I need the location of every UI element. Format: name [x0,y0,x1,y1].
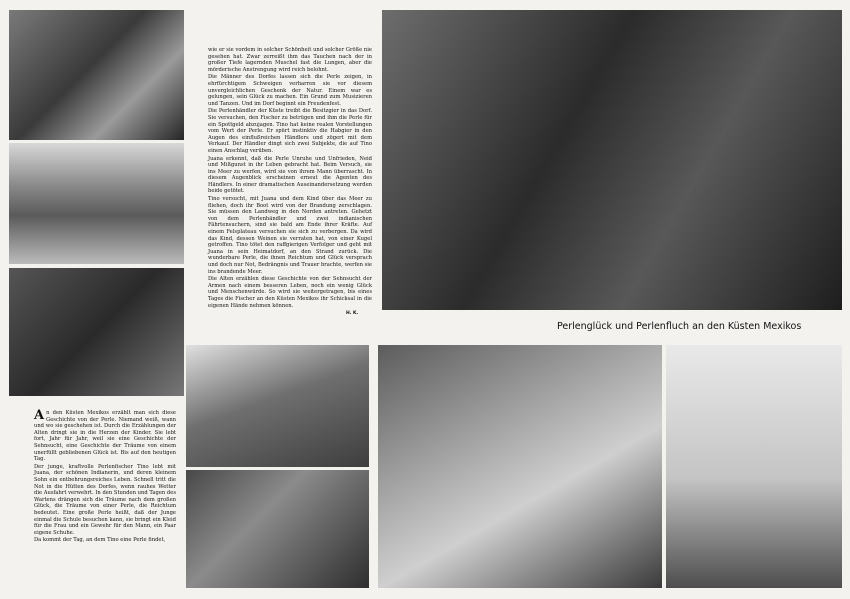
page-caption: Perlenglück und Perlenfluch an den Küsten Mexikos [557,321,802,332]
photo-fishermen-surf [9,143,184,264]
photo-sombrero-portrait [9,10,184,140]
paragraph: wie er sie vordem in solcher Schönheit und solcher Größe nie gesehen hat. Zwar zerreißt ihm das Tauchen nach der in großer Tiefe lagernden Muschel fast die Lungen, aber die mörderische Anstrengung wird reich belohnt. [208,47,372,73]
photo-cliff-scene [186,345,369,467]
paragraph: An den Küsten Mexikos erzählt man sich diese Geschichte von der Perle. Niemand weiß, wann und wo sie geschehen ist. Durch die Erzählungen der Alten dringt sie in die Herzen der Kinder. Sie lebt fort, Jahr für Jahr, weil sie eine Geschichte der Sehnsucht, eine Geschichte der Träume von einem unerfüllt gebliebenen Glück ist. Bis auf den heutigen Tag. [34,408,176,463]
drop-cap: A [34,408,45,423]
paragraph: Die Perlenhändler der Küste treibt die Besitzgier in das Dorf. Sie versuchen, den Fischer zu betrügen und ihm die Perle für ein Spottgeld abzujagen. Tino hat keine realen Vorstellungen vom Wert der Perle. Er spürt instinktiv die Habgier in den Augen des einflußreichen Händlers und zögert mit dem Verkauf. Der Händler dingt sich zwei Subjekte, die auf Tino einen Anschlag verüben. [208,108,372,154]
photo-dance-scene [382,10,842,310]
photo-pearl-diver [666,345,842,588]
paragraph: Der junge, kraftvolle Perlenfischer Tino lebt mit Juana, der schönen Indianerin, und deren kleinem Sohn ein entbehrungsreiches Leben. Schnell tritt die Not in die Hütten des Dorfes, wenn rauhes Wetter die Ausfahrt verwehrt. In den Stunden und Tagen des Wartens drängen sich die Träume nach dem großen Glück, die Träume von einer Perle, die Reichtum bedeutet. Eine große Perle heißt, daß der Junge einmal die Schule besuchen kann, sie bringt ein Kleid für die Frau und ein Gewehr für den Mann, ein Paar eigene Schuhe. [34,463,176,536]
photo-donkey-scene [378,345,662,588]
photo-couple [9,268,184,396]
paragraph: Juana erkennt, daß die Perle Unruhe und Unfrieden, Neid und Mißgunst in ihr Leben gebracht hat. Beim Versuch, sie ins Meer zu werfen, wird sie von ihrem Mann überrascht. In diesem Augenblick erscheinen erneut die Agenten des Händlers. In einer dramatischen Auseinandersetzung werden beide getötet. [208,155,372,195]
article-text-top [208,47,372,310]
paragraph: Die Alten erzählen diese Geschichte von der Sehnsucht der Armen nach einem besseren Leben, noch ein wenig Glück und Menschenwürde. So wird sie weitergetragen, bis eines Tages die Fischer an den Küsten Mexikos ihr Schicksal in die eigenen Hände nehmen können. [208,276,372,309]
paragraph: Die Männer des Dorfes lassen sich die Perle zeigen, in ehrfürchtigem Schweigen verharren sie vor diesem unvergleichlichen Geschenk der Natur. Einem war es gelungen, sein Glück zu machen. Ein Grund zum Musizieren und Tanzen. Und im Dorf beginnt ein Freudenfest. [208,74,372,107]
paragraph: Da kommt der Tag, an dem Tino eine Perle findet, [34,537,166,544]
author-signature: H. K. [346,311,359,316]
article-text-bottom [34,410,176,545]
photo-mother-child [186,470,369,588]
paragraph: Tino versucht, mit Juana und dem Kind über das Meer zu fliehen, doch ihr Boot wird von der Brandung zerschlagen. Sie müssen den Landweg in den Norden antreten. Gehetzt von dem Perlenhändler und zwei indianischen Fährtensuchern, sind sie bald am Ende ihrer Kräfte. Auf einem Felsplateau versuchen sie sich zu verbergen. Da wird das Kind, dessen Weinen sie verraten hat, von einer Kugel getroffen. Tino tötet den raffgierigen Verfolger und geht mit Juana in sein Heimatdorf, an den Strand zurück. Die wunderbare Perle, die ihnen Reichtum und Glück versprach und doch nur Not, Bedrängnis und Trauer brachte, werfen sie ins brandende Meer. [208,196,372,275]
